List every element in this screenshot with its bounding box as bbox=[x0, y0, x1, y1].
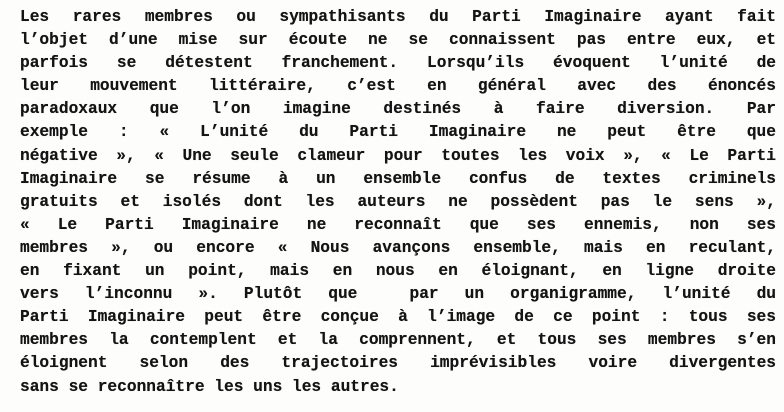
text-line: exemple : « L’unité du Parti Imaginaire ne peut être que bbox=[20, 123, 776, 142]
text-line: éloignent selon des trajectoires imprévisibles voire divergentes bbox=[20, 354, 776, 373]
text-line: Les rares membres ou sympathisants du Parti Imaginaire ayant fait bbox=[20, 8, 776, 26]
text-line: en fixant un point, mais en nous en éloignant, en ligne droite bbox=[20, 262, 776, 281]
text-line: Imaginaire se résume à un ensemble confus de textes criminels bbox=[20, 169, 776, 188]
text-line: Parti Imaginaire peut être conçue à l’image de ce point : tous ses bbox=[20, 308, 776, 327]
text-line: l’objet d’une mise sur écoute ne se connaissent pas entre eux, et bbox=[20, 31, 776, 50]
body-paragraph bbox=[20, 6, 776, 399]
text-line: leur mouvement littéraire, c’est en général avec des énoncés bbox=[20, 77, 776, 96]
text-line: négative », « Une seule clameur pour toutes les voix », « Le Parti bbox=[20, 146, 776, 165]
text-line: membres », ou encore « Nous avançons ensemble, mais en reculant, bbox=[20, 238, 776, 257]
text-line: sans se reconnaître les uns les autres. bbox=[20, 377, 399, 396]
text-line: vers l’inconnu ». Plutôt que par un organigramme, l’unité du bbox=[20, 285, 776, 304]
text-line: paradoxaux que l’on imagine destinés à faire diversion. Par bbox=[20, 100, 776, 119]
text-line: membres la contemplent et la comprennent, et tous ses membres s’en bbox=[20, 331, 776, 350]
text-line: gratuits et isolés dont les auteurs ne possèdent pas le sens », bbox=[20, 192, 776, 211]
text-line: parfois se détestent franchement. Lorsqu’ils évoquent l’unité de bbox=[20, 54, 776, 73]
text-line: « Le Parti Imaginaire ne reconnaît que ses ennemis, non ses bbox=[20, 215, 776, 234]
